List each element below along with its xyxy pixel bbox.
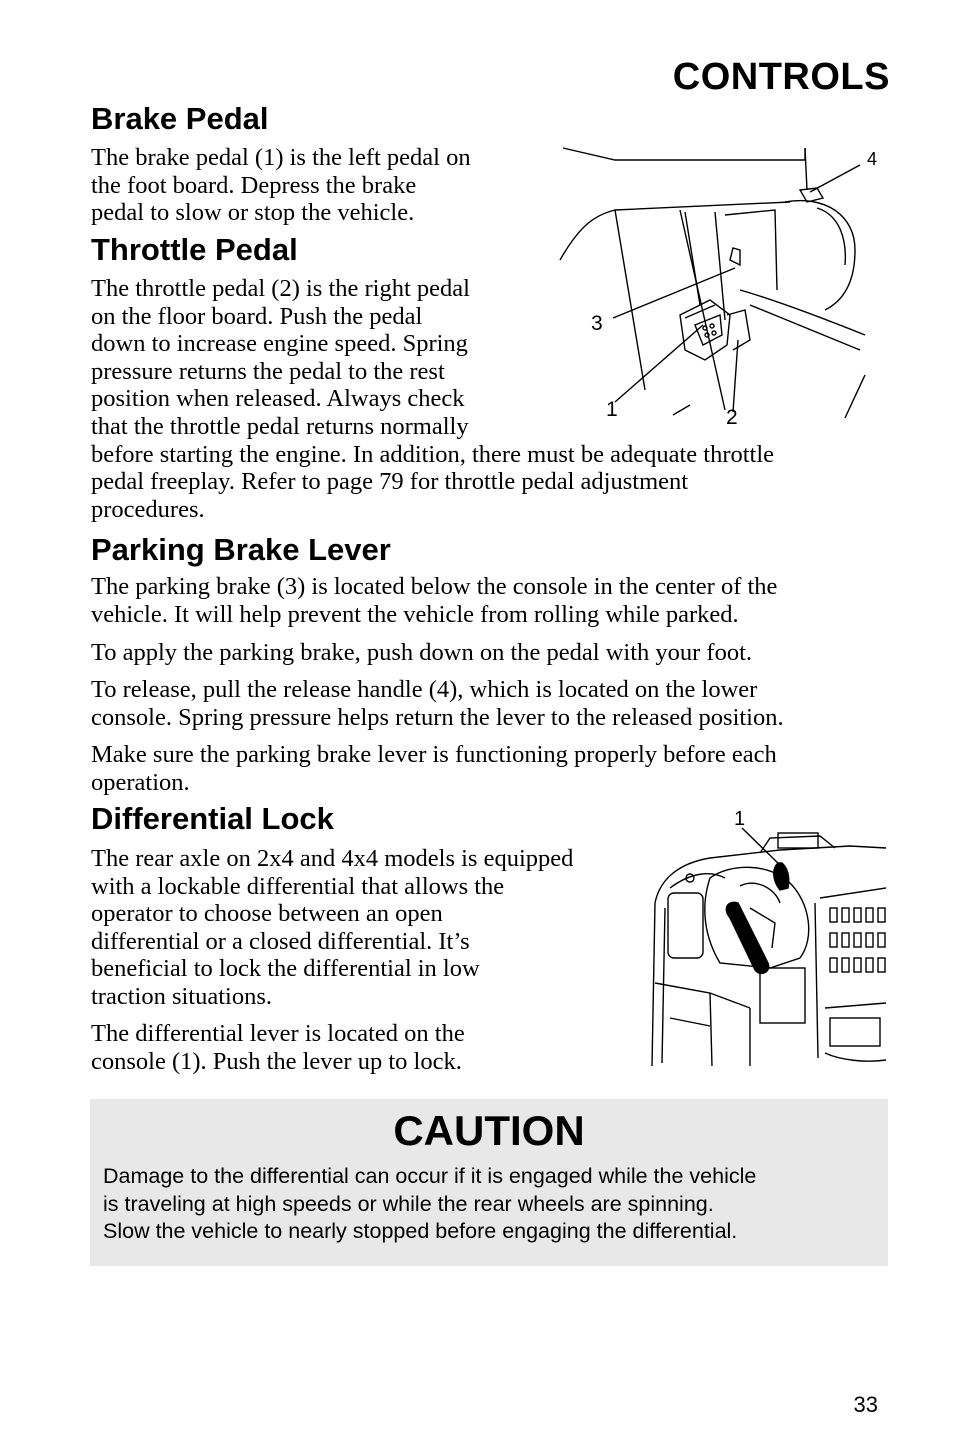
text-line: differential or a closed differential. It’s [91,927,470,955]
text-line: Damage to the differential can occur if it is engaged while the vehicle [103,1164,757,1188]
caution-box [90,1099,888,1266]
text-line: console. Spring pressure helps return the lever to the released position. [91,703,784,731]
text-line: with a lockable differential that allows the [91,872,505,900]
text-line: vehicle. It will help prevent the vehicle from rolling while parked. [91,600,739,628]
text-line: operation. [91,768,190,796]
text-line: Slow the vehicle to nearly stopped before engaging the differential. [103,1219,738,1244]
text-line: The rear axle on 2x4 and 4x4 models is equipped [91,845,574,872]
text-line: position when released. Always check [91,385,465,413]
differential-lock-para-1 [91,845,573,1011]
text-line: To release, pull the release handle (4), which is located on the lower [91,676,758,703]
text-line: the foot board. Depress the brake [91,171,417,199]
text-line: pressure returns the pedal to the rest [91,357,445,385]
callout-3: 3 [591,312,603,335]
console-illustration [650,808,890,1070]
text-line: is traveling at high speeds or while the rear wheels are spinning. [103,1191,714,1216]
callout-1: 1 [734,808,746,830]
section-header: CONTROLS [672,56,890,98]
page-number: 33 [853,1392,878,1417]
text-line: that the throttle pedal returns normally [91,412,469,440]
text-line: procedures. [91,495,205,523]
brake-pedal-text [91,144,471,227]
text-line: The differential lever is located on the [91,1020,465,1047]
parking-brake-para-1 [91,573,777,628]
parking-brake-para-4 [91,741,777,796]
callout-2: 2 [726,406,738,429]
callout-4: 4 [867,149,878,169]
brake-pedal-heading: Brake Pedal [91,101,269,136]
text-line: traction situations. [91,982,272,1010]
text-line: down to increase engine speed. Spring [91,330,468,358]
parking-brake-para-2 [91,639,752,667]
throttle-pedal-heading: Throttle Pedal [91,232,298,267]
text-line: The throttle pedal (2) is the right pedal [91,275,470,302]
pedal-illustration [555,140,885,430]
text-line: console (1). Push the lever up to lock. [91,1047,462,1075]
caution-text [103,1163,756,1246]
text-line: The brake pedal (1) is the left pedal on [91,144,471,171]
parking-brake-para-3 [91,676,784,731]
parking-brake-heading: Parking Brake Lever [91,532,391,567]
callout-1: 1 [606,398,618,421]
text-line: To apply the parking brake, push down on the pedal with your foot. [91,639,753,666]
text-line: pedal freeplay. Refer to page 79 for throttle pedal adjustment [91,468,689,496]
text-line: Make sure the parking brake lever is functioning properly before each [91,741,777,768]
differential-lock-para-2 [91,1020,465,1075]
text-line: The parking brake (3) is located below the console in the center of the [91,573,778,600]
text-line: beneficial to lock the differential in low [91,955,480,983]
text-line: before starting the engine. In addition, there must be adequate throttle [91,440,775,468]
caution-title: CAUTION [393,1107,585,1154]
differential-lock-heading: Differential Lock [91,801,334,836]
text-line: on the floor board. Push the pedal [91,302,423,330]
text-line: pedal to slow or stop the vehicle. [91,199,415,227]
text-line: operator to choose between an open [91,900,443,928]
